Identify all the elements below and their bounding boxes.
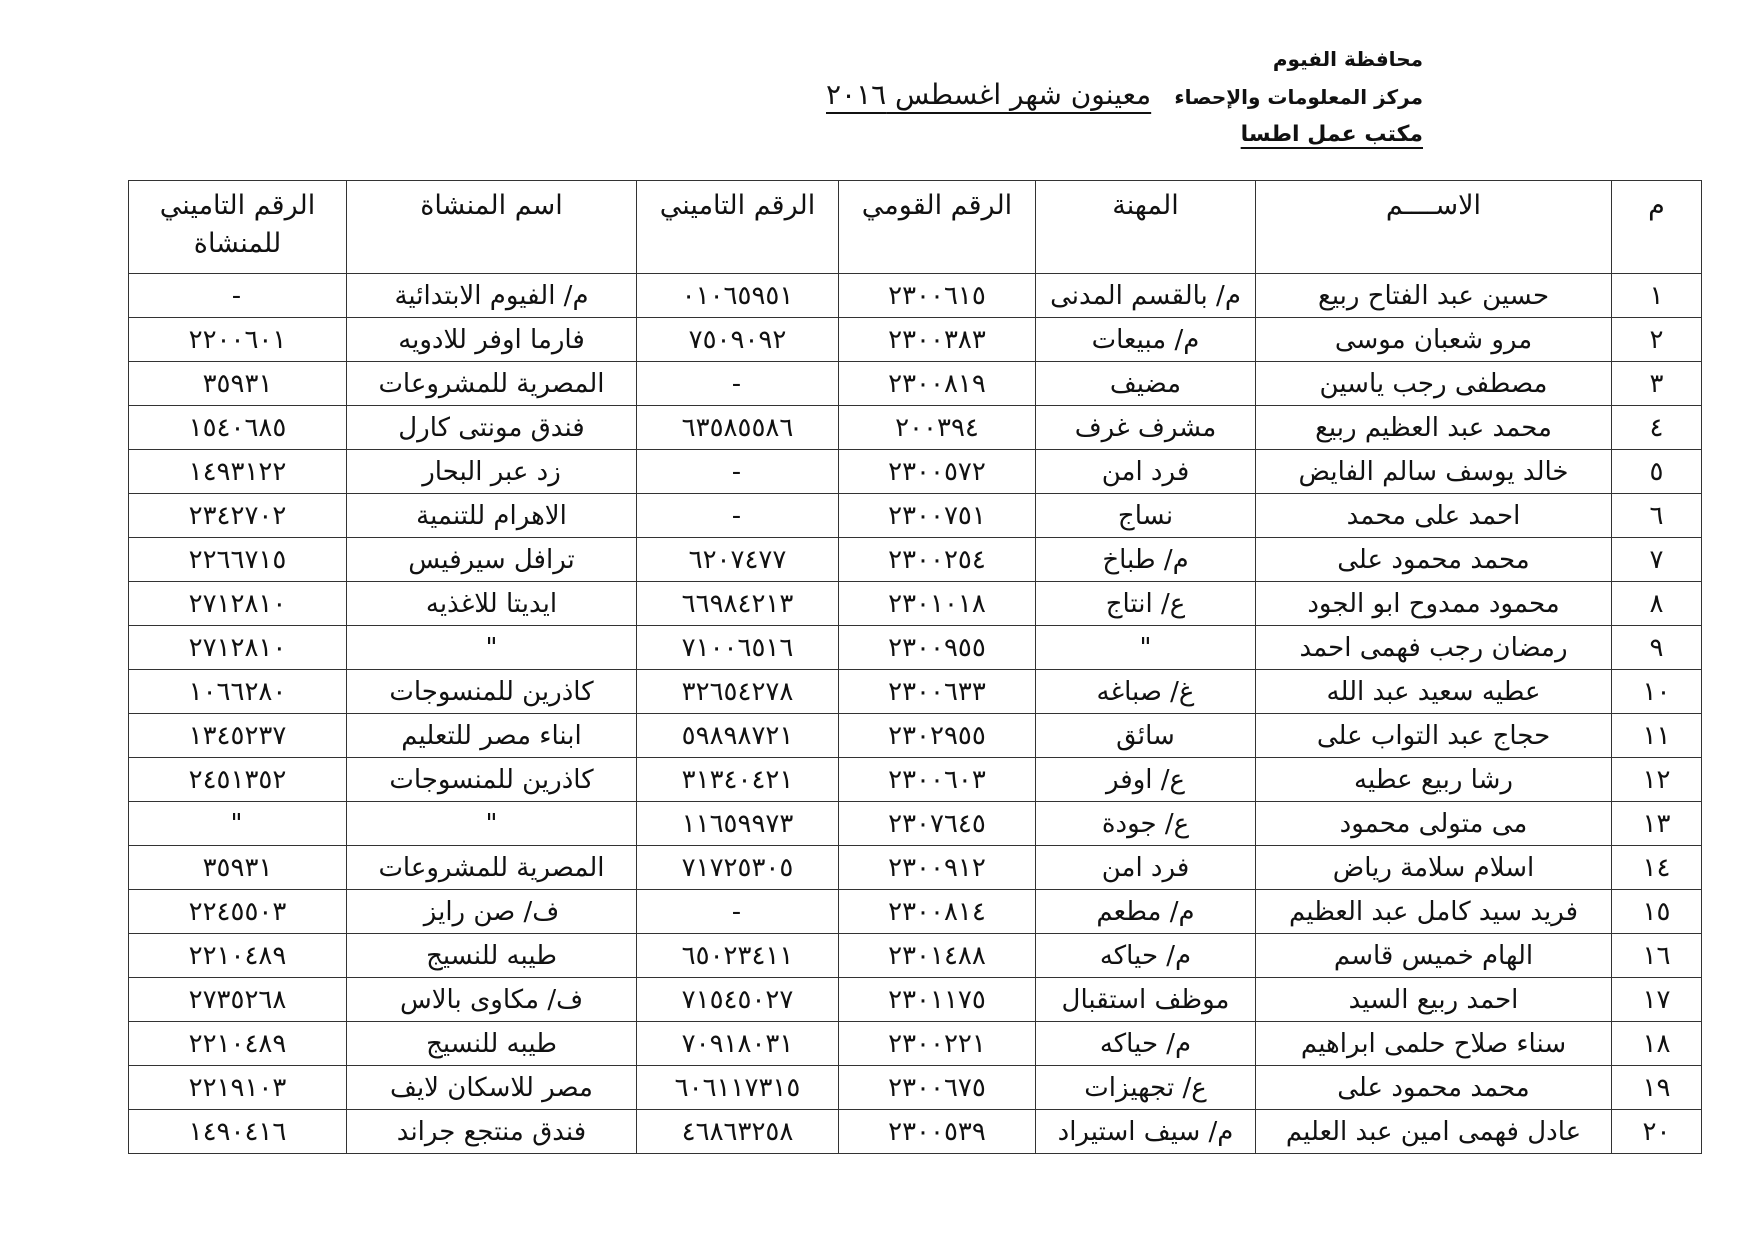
establishment-insurance-cell: ٢٢١٩١٠٣ xyxy=(129,1066,347,1110)
column-header-establishment-insurance-number: الرقم التاميني للمنشاة xyxy=(129,181,347,274)
name-cell: رمضان رجب فهمى احمد xyxy=(1256,626,1612,670)
column-header-establishment-name: اسم المنشاة xyxy=(347,181,637,274)
insurance-number-cell: ٦٢٠٧٤٧٧ xyxy=(637,538,839,582)
index-cell: ١٨ xyxy=(1612,1022,1702,1066)
national-id-cell: ٢٣٠١٠١٨ xyxy=(839,582,1036,626)
insurance-number-cell: ٧٠٩١٨٠٣١ xyxy=(637,1022,839,1066)
establishment-insurance-cell: ١٤٩٠٤١٦ xyxy=(129,1110,347,1154)
insurance-number-cell: - xyxy=(637,890,839,934)
name-cell: محمد محمود على xyxy=(1256,1066,1612,1110)
establishment-name-cell: زد عبر البحار xyxy=(347,450,637,494)
table-row xyxy=(129,538,1702,582)
insurance-number-cell: ٦٣٥٨٥٥٨٦ xyxy=(637,406,839,450)
establishment-name-cell: فندق منتجع جراند xyxy=(347,1110,637,1154)
establishment-insurance-cell: ١٣٤٥٢٣٧ xyxy=(129,714,347,758)
establishment-name-cell: فارما اوفر للادويه xyxy=(347,318,637,362)
name-cell: محمد محمود على xyxy=(1256,538,1612,582)
national-id-cell: ٢٣٠٠٥٧٢ xyxy=(839,450,1036,494)
name-cell: عادل فهمى امين عبد العليم xyxy=(1256,1110,1612,1154)
national-id-cell: ٢٣٠٠٦٣٣ xyxy=(839,670,1036,714)
establishment-name-cell: المصرية للمشروعات xyxy=(347,846,637,890)
national-id-cell: ٢٣٠٠٦٠٣ xyxy=(839,758,1036,802)
insurance-number-cell: ٣١٣٤٠٤٢١ xyxy=(637,758,839,802)
national-id-cell: ٢٣٠٠٣٨٣ xyxy=(839,318,1036,362)
name-cell: الهام خميس قاسم xyxy=(1256,934,1612,978)
national-id-cell: ٢٣٠٠٨١٩ xyxy=(839,362,1036,406)
name-cell: مى متولى محمود xyxy=(1256,802,1612,846)
establishment-name-cell: كاذرين للمنسوجات xyxy=(347,670,637,714)
document-title: معينون شهر اغسطس ٢٠١٦ xyxy=(826,78,1152,111)
profession-cell: مضيف xyxy=(1036,362,1256,406)
establishment-name-cell: كاذرين للمنسوجات xyxy=(347,758,637,802)
name-cell: خالد يوسف سالم الفايض xyxy=(1256,450,1612,494)
index-cell: ١٩ xyxy=(1612,1066,1702,1110)
name-cell: محمد عبد العظيم ربيع xyxy=(1256,406,1612,450)
establishment-name-cell: المصرية للمشروعات xyxy=(347,362,637,406)
establishment-insurance-cell: ٢٧٣٥٢٦٨ xyxy=(129,978,347,1022)
establishment-name-cell: ابناء مصر للتعليم xyxy=(347,714,637,758)
table-row xyxy=(129,758,1702,802)
table-row xyxy=(129,406,1702,450)
index-cell: ١ xyxy=(1612,274,1702,318)
name-cell: احمد على محمد xyxy=(1256,494,1612,538)
insurance-number-cell: ١١٦٥٩٩٧٣ xyxy=(637,802,839,846)
national-id-cell: ٢٣٠٠٦١٥ xyxy=(839,274,1036,318)
establishment-insurance-cell: ١٤٩٣١٢٢ xyxy=(129,450,347,494)
national-id-cell: ٢٣٠٧٦٤٥ xyxy=(839,802,1036,846)
insurance-number-cell: ٣٢٦٥٤٢٧٨ xyxy=(637,670,839,714)
profession-cell: م/ سيف استيراد xyxy=(1036,1110,1256,1154)
national-id-cell: ٢٣٠٠٧٥١ xyxy=(839,494,1036,538)
national-id-cell: ٢٣٠٢٩٥٥ xyxy=(839,714,1036,758)
establishment-insurance-cell: ٢٤٥١٣٥٢ xyxy=(129,758,347,802)
table-row xyxy=(129,934,1702,978)
profession-cell: " xyxy=(1036,626,1256,670)
profession-cell: فرد امن xyxy=(1036,450,1256,494)
name-cell: مرو شعبان موسى xyxy=(1256,318,1612,362)
profession-cell: سائق xyxy=(1036,714,1256,758)
index-cell: ٣ xyxy=(1612,362,1702,406)
profession-cell: موظف استقبال xyxy=(1036,978,1256,1022)
index-cell: ٤ xyxy=(1612,406,1702,450)
appointees-table xyxy=(128,180,1702,1154)
table-row xyxy=(129,582,1702,626)
establishment-name-cell: طيبه للنسيج xyxy=(347,1022,637,1066)
insurance-number-cell: ٦٠٦١١٧٣١٥ xyxy=(637,1066,839,1110)
name-cell: رشا ربيع عطيه xyxy=(1256,758,1612,802)
office-name: مكتب عمل اطسا xyxy=(1240,122,1423,147)
table-row xyxy=(129,1066,1702,1110)
name-cell: مصطفى رجب ياسين xyxy=(1256,362,1612,406)
establishment-name-cell: ترافل سيرفيس xyxy=(347,538,637,582)
name-cell: احمد ربيع السيد xyxy=(1256,978,1612,1022)
profession-cell: م/ حياكه xyxy=(1036,934,1256,978)
insurance-number-cell: ٦٦٩٨٤٢١٣ xyxy=(637,582,839,626)
profession-cell: غ/ صباغه xyxy=(1036,670,1256,714)
establishment-name-cell: ف/ صن رايز xyxy=(347,890,637,934)
establishment-insurance-cell: ١٠٦٦٢٨٠ xyxy=(129,670,347,714)
governorate-name: محافظة الفيوم xyxy=(1272,47,1423,71)
name-cell: سناء صلاح حلمى ابراهيم xyxy=(1256,1022,1612,1066)
national-id-cell: ٢٣٠٠٩٥٥ xyxy=(839,626,1036,670)
national-id-cell: ٢٣٠٠٢٢١ xyxy=(839,1022,1036,1066)
name-cell: فريد سيد كامل عبد العظيم xyxy=(1256,890,1612,934)
table-row xyxy=(129,494,1702,538)
profession-cell: نساج xyxy=(1036,494,1256,538)
national-id-cell: ٢٣٠٠٢٥٤ xyxy=(839,538,1036,582)
national-id-cell: ٢٣٠٠٨١٤ xyxy=(839,890,1036,934)
establishment-insurance-cell: ٢٢١٠٤٨٩ xyxy=(129,1022,347,1066)
table-row xyxy=(129,274,1702,318)
insurance-number-cell: ٦٥٠٢٣٤١١ xyxy=(637,934,839,978)
profession-cell: مشرف غرف xyxy=(1036,406,1256,450)
insurance-number-cell: ٥٩٨٩٨٧٢١ xyxy=(637,714,839,758)
establishment-insurance-cell: ٣٥٩٣١ xyxy=(129,846,347,890)
establishment-name-cell: فندق مونتى كارل xyxy=(347,406,637,450)
insurance-number-cell: - xyxy=(637,362,839,406)
establishment-insurance-cell: ٢٢١٠٤٨٩ xyxy=(129,934,347,978)
insurance-number-cell: ٧١٠٠٦٥١٦ xyxy=(637,626,839,670)
table-row xyxy=(129,670,1702,714)
index-cell: ١٧ xyxy=(1612,978,1702,1022)
establishment-name-cell: الاهرام للتنمية xyxy=(347,494,637,538)
establishment-insurance-cell: ٢٣٤٢٧٠٢ xyxy=(129,494,347,538)
table-body xyxy=(129,274,1702,1154)
profession-cell: م/ طباخ xyxy=(1036,538,1256,582)
index-cell: ٥ xyxy=(1612,450,1702,494)
insurance-number-cell: - xyxy=(637,494,839,538)
national-id-cell: ٢٠٠٣٩٤ xyxy=(839,406,1036,450)
establishment-insurance-cell: - xyxy=(129,274,347,318)
establishment-insurance-cell: ٢٢٦٦٧١٥ xyxy=(129,538,347,582)
center-name: مركز المعلومات والإحصاء xyxy=(1174,85,1423,109)
index-cell: ١٢ xyxy=(1612,758,1702,802)
table-row xyxy=(129,802,1702,846)
profession-cell: م/ مطعم xyxy=(1036,890,1256,934)
establishment-insurance-cell: ٢٢٠٠٦٠١ xyxy=(129,318,347,362)
establishment-name-cell: " xyxy=(347,802,637,846)
table-header-row xyxy=(129,181,1702,274)
index-cell: ١٠ xyxy=(1612,670,1702,714)
table-row xyxy=(129,450,1702,494)
index-cell: ١١ xyxy=(1612,714,1702,758)
table-row xyxy=(129,714,1702,758)
column-header-index: م xyxy=(1612,181,1702,274)
insurance-number-cell: ٤٦٨٦٣٢٥٨ xyxy=(637,1110,839,1154)
national-id-cell: ٢٣٠٠٦٧٥ xyxy=(839,1066,1036,1110)
letterhead xyxy=(1174,40,1423,154)
insurance-number-cell: - xyxy=(637,450,839,494)
name-cell: حجاج عبد التواب على xyxy=(1256,714,1612,758)
profession-cell: ع/ تجهيزات xyxy=(1036,1066,1256,1110)
table-row xyxy=(129,626,1702,670)
profession-cell: فرد امن xyxy=(1036,846,1256,890)
table-row xyxy=(129,846,1702,890)
index-cell: ١٣ xyxy=(1612,802,1702,846)
profession-cell: ع/ انتاج xyxy=(1036,582,1256,626)
index-cell: ٨ xyxy=(1612,582,1702,626)
establishment-name-cell: مصر للاسكان لايف xyxy=(347,1066,637,1110)
establishment-name-cell: ف/ مكاوى بالاس xyxy=(347,978,637,1022)
establishment-insurance-cell: ٣٥٩٣١ xyxy=(129,362,347,406)
profession-cell: ع/ اوفر xyxy=(1036,758,1256,802)
column-header-profession: المهنة xyxy=(1036,181,1256,274)
column-header-name: الاســــم xyxy=(1256,181,1612,274)
column-header-national-id: الرقم القومي xyxy=(839,181,1036,274)
index-cell: ٩ xyxy=(1612,626,1702,670)
index-cell: ١٦ xyxy=(1612,934,1702,978)
index-cell: ١٤ xyxy=(1612,846,1702,890)
index-cell: ٧ xyxy=(1612,538,1702,582)
insurance-number-cell: ٠١٠٦٥٩٥١ xyxy=(637,274,839,318)
establishment-insurance-cell: ٢٧١٢٨١٠ xyxy=(129,626,347,670)
profession-cell: م/ حياكه xyxy=(1036,1022,1256,1066)
insurance-number-cell: ٧١٥٤٥٠٢٧ xyxy=(637,978,839,1022)
national-id-cell: ٢٣٠٠٩١٢ xyxy=(839,846,1036,890)
establishment-name-cell: " xyxy=(347,626,637,670)
establishment-insurance-cell: ٢٧١٢٨١٠ xyxy=(129,582,347,626)
column-header-insurance-number: الرقم التاميني xyxy=(637,181,839,274)
name-cell: محمود ممدوح ابو الجود xyxy=(1256,582,1612,626)
name-cell: حسين عبد الفتاح ربيع xyxy=(1256,274,1612,318)
table-row xyxy=(129,978,1702,1022)
national-id-cell: ٢٣٠٠٥٣٩ xyxy=(839,1110,1036,1154)
establishment-name-cell: ايديتا للاغذيه xyxy=(347,582,637,626)
index-cell: ٢٠ xyxy=(1612,1110,1702,1154)
establishment-insurance-cell: ٢٢٤٥٥٠٣ xyxy=(129,890,347,934)
table-row xyxy=(129,1110,1702,1154)
index-cell: ٢ xyxy=(1612,318,1702,362)
index-cell: ٦ xyxy=(1612,494,1702,538)
establishment-insurance-cell: ١٥٤٠٦٨٥ xyxy=(129,406,347,450)
establishment-name-cell: م/ الفيوم الابتدائية xyxy=(347,274,637,318)
profession-cell: ع/ جودة xyxy=(1036,802,1256,846)
establishment-name-cell: طيبه للنسيج xyxy=(347,934,637,978)
index-cell: ١٥ xyxy=(1612,890,1702,934)
insurance-number-cell: ٧٥٠٩٠٩٢ xyxy=(637,318,839,362)
table-row xyxy=(129,362,1702,406)
profession-cell: م/ مبيعات xyxy=(1036,318,1256,362)
profession-cell: م/ بالقسم المدنى xyxy=(1036,274,1256,318)
insurance-number-cell: ٧١٧٢٥٣٠٥ xyxy=(637,846,839,890)
table-row xyxy=(129,1022,1702,1066)
national-id-cell: ٢٣٠١١٧٥ xyxy=(839,978,1036,1022)
national-id-cell: ٢٣٠١٤٨٨ xyxy=(839,934,1036,978)
table-row xyxy=(129,890,1702,934)
establishment-insurance-cell: " xyxy=(129,802,347,846)
table-row xyxy=(129,318,1702,362)
name-cell: عطيه سعيد عبد الله xyxy=(1256,670,1612,714)
name-cell: اسلام سلامة رياض xyxy=(1256,846,1612,890)
